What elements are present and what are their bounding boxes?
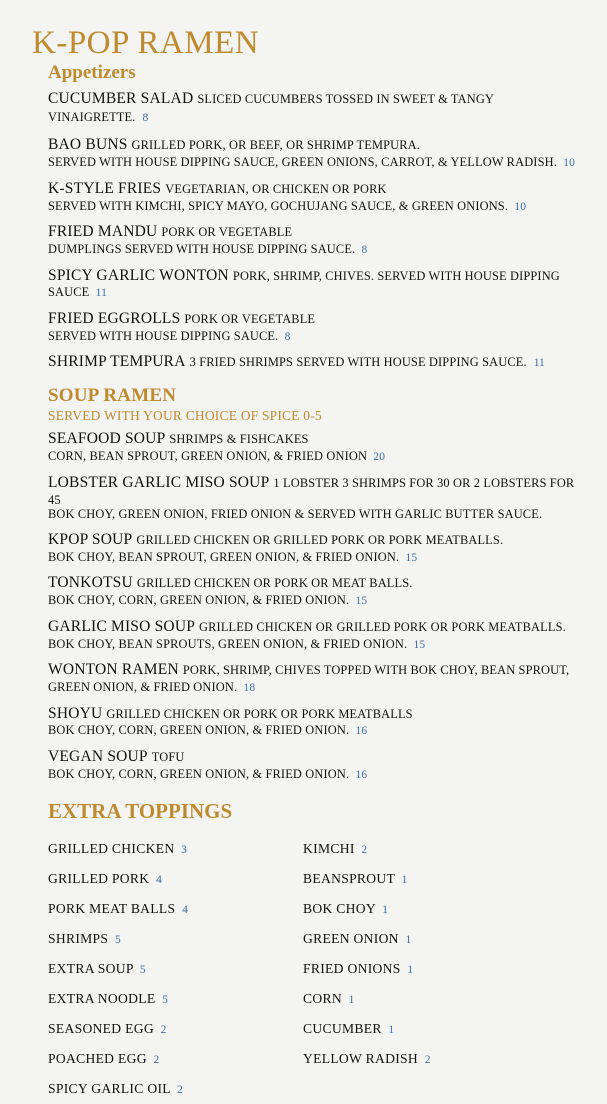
menu-item[interactable] xyxy=(48,574,583,608)
topping-item[interactable] xyxy=(48,864,293,894)
item-description: PORK OR VEGETABLE xyxy=(161,225,293,240)
menu-item[interactable] xyxy=(48,618,583,652)
extra-toppings-grid xyxy=(48,834,583,1104)
item-description: PORK, SHRIMP, CHIVES TOPPED WITH BOK CHOY, BEAN SPROUT, xyxy=(182,663,570,678)
topping-item[interactable] xyxy=(303,1014,583,1044)
item-description: PORK OR VEGETABLE xyxy=(184,312,316,327)
topping-item[interactable] xyxy=(48,1014,293,1044)
menu-item[interactable] xyxy=(48,267,583,301)
topping-name: GRILLED PORK xyxy=(48,870,150,886)
item-description: SHRIMPS & FISHCAKES xyxy=(169,432,309,447)
item-name: KPOP SOUP xyxy=(48,530,133,548)
item-description: GRILLED CHICKEN OR PORK OR PORK MEATBALLS xyxy=(106,706,413,721)
menu-item[interactable] xyxy=(48,705,583,739)
item-description-line2: CORN, BEAN SPROUT, GREEN ONION, & FRIED ONION 20 xyxy=(48,449,386,464)
item-description: 3 FRIED SHRIMPS SERVED WITH HOUSE DIPPING SAUCE. xyxy=(189,355,527,370)
menu-item[interactable] xyxy=(48,90,583,128)
topping-item[interactable] xyxy=(303,924,583,954)
topping-item[interactable] xyxy=(303,984,583,1014)
item-price: 15 xyxy=(355,595,368,608)
item-price: 10 xyxy=(514,200,527,213)
topping-price: 2 xyxy=(153,1053,160,1066)
topping-price: 2 xyxy=(177,1083,184,1096)
topping-item[interactable] xyxy=(303,1044,583,1074)
section-subtitle-soup-ramen: SERVED WITH YOUR CHOICE OF SPICE 0-5 xyxy=(48,408,322,424)
item-description-line2: SERVED WITH HOUSE DIPPING SAUCE. 8 xyxy=(48,328,291,343)
topping-price: 2 xyxy=(160,1023,167,1036)
topping-item[interactable] xyxy=(48,924,293,954)
item-description: GRILLED CHICKEN OR PORK OR MEAT BALLS. xyxy=(136,576,413,591)
item-price: 11 xyxy=(533,357,545,370)
item-price: 8 xyxy=(284,330,291,343)
menu-item[interactable] xyxy=(48,661,583,695)
topping-name: CUCUMBER xyxy=(303,1020,382,1036)
menu-item[interactable] xyxy=(48,474,583,522)
topping-price: 2 xyxy=(361,843,368,856)
menu-item[interactable] xyxy=(48,180,583,214)
appetizer-list xyxy=(48,90,583,373)
topping-name: EXTRA SOUP xyxy=(48,960,134,976)
item-name: SPICY GARLIC WONTON xyxy=(48,266,229,284)
topping-item[interactable] xyxy=(303,894,583,924)
item-price: 18 xyxy=(243,681,256,694)
topping-price: 1 xyxy=(382,903,389,916)
item-price: 16 xyxy=(355,725,368,738)
item-name: FRIED EGGROLLS xyxy=(48,310,181,328)
topping-price: 1 xyxy=(405,933,412,946)
item-name: CUCUMBER SALAD xyxy=(48,89,194,107)
item-name: FRIED MANDU xyxy=(48,223,158,241)
topping-price: 1 xyxy=(401,873,408,886)
item-description: TOFU xyxy=(151,749,185,764)
item-name: WONTON RAMEN xyxy=(48,661,179,679)
topping-name: SEASONED EGG xyxy=(48,1020,154,1036)
item-name: GARLIC MISO SOUP xyxy=(48,617,196,635)
topping-name: PORK MEAT BALLS xyxy=(48,900,176,916)
item-price: 16 xyxy=(355,768,368,781)
topping-name: BEANSPROUT xyxy=(303,870,395,886)
topping-price: 4 xyxy=(156,873,163,886)
topping-name: CORN xyxy=(303,990,342,1006)
topping-price: 5 xyxy=(114,933,122,946)
topping-name: FRIED ONIONS xyxy=(303,960,401,976)
topping-name: POACHED EGG xyxy=(48,1050,147,1066)
topping-price: 1 xyxy=(388,1023,395,1036)
topping-item[interactable] xyxy=(303,864,583,894)
item-name: K-STYLE FRIES xyxy=(48,179,162,197)
topping-item[interactable] xyxy=(48,1074,293,1104)
topping-name: SHRIMPS xyxy=(48,930,109,946)
topping-price: 5 xyxy=(162,993,169,1006)
topping-name: EXTRA NOODLE xyxy=(48,990,156,1006)
topping-price: 5 xyxy=(139,963,146,976)
menu-item[interactable] xyxy=(48,748,583,782)
menu-item[interactable] xyxy=(48,136,583,170)
topping-name: GREEN ONION xyxy=(303,930,399,946)
topping-name: KIMCHI xyxy=(303,840,355,856)
item-name: TONKOTSU xyxy=(48,574,133,592)
item-name: SEAFOOD SOUP xyxy=(48,430,166,448)
item-description: GRILLED CHICKEN OR GRILLED PORK OR PORK MEATBALLS. xyxy=(136,532,504,547)
item-description-line3: BOK CHOY, GREEN ONION, FRIED ONION & SERVED WITH GARLIC BUTTER SAUCE. xyxy=(48,507,543,522)
item-name: VEGAN SOUP xyxy=(48,747,148,765)
item-description-line2: 45 xyxy=(48,492,61,507)
item-name: LOBSTER GARLIC MISO SOUP xyxy=(48,473,270,491)
topping-item[interactable] xyxy=(303,954,583,984)
topping-item[interactable] xyxy=(48,1044,293,1074)
item-price: 20 xyxy=(373,451,386,464)
item-price: 8 xyxy=(361,244,368,257)
topping-item-empty xyxy=(303,1074,583,1104)
item-description: GRILLED PORK, OR BEEF, OR SHRIMP TEMPURA. xyxy=(131,138,421,153)
item-price: 8 xyxy=(142,112,149,125)
item-description-line2: SERVED WITH KIMCHI, SPICY MAYO, GOCHUJANG SAUCE, & GREEN ONIONS. 10 xyxy=(48,198,527,213)
menu-item[interactable] xyxy=(48,353,583,372)
topping-price: 1 xyxy=(407,963,414,976)
topping-price: 4 xyxy=(182,903,189,916)
menu-item[interactable] xyxy=(48,430,583,464)
page-title: K-POP RAMEN xyxy=(32,25,260,61)
item-description: GRILLED CHICKEN OR GRILLED PORK OR PORK MEATBALLS. xyxy=(199,619,566,634)
item-description-line2: BOK CHOY, BEAN SPROUT, GREEN ONION, & FRIED ONION. 15 xyxy=(48,549,418,564)
item-description-line2: BOK CHOY, CORN, GREEN ONION, & FRIED ONION. 15 xyxy=(48,593,368,608)
menu-item[interactable] xyxy=(48,531,583,565)
item-description-line2: BOK CHOY, CORN, GREEN ONION, & FRIED ONION. 16 xyxy=(48,766,368,781)
item-price: 15 xyxy=(405,551,418,564)
section-title-extra-toppings: EXTRA TOPPINGS xyxy=(48,799,233,824)
item-description: 1 LOBSTER 3 SHRIMPS FOR 30 OR 2 LOBSTERS FOR xyxy=(273,475,575,490)
item-description-line2: BOK CHOY, BEAN SPROUTS, GREEN ONION, & FRIED ONION. 15 xyxy=(48,636,426,651)
item-price: 15 xyxy=(413,638,426,651)
item-description-line2: BOK CHOY, CORN, GREEN ONION, & FRIED ONION. 16 xyxy=(48,723,368,738)
topping-item[interactable] xyxy=(48,894,293,924)
item-description-line2: SERVED WITH HOUSE DIPPING SAUCE, GREEN ONIONS, CARROT, & YELLOW RADISH. 10 xyxy=(48,155,576,170)
item-description-line2: GREEN ONION, & FRIED ONION. 18 xyxy=(48,679,256,694)
topping-item[interactable] xyxy=(303,834,583,864)
menu-item[interactable] xyxy=(48,310,583,344)
topping-item[interactable] xyxy=(48,834,293,864)
section-title-soup-ramen: SOUP RAMEN xyxy=(48,385,177,407)
item-name: BAO BUNS xyxy=(48,136,128,154)
item-description-line2: SAUCE 11 xyxy=(48,285,107,300)
topping-name: BOK CHOY xyxy=(303,900,376,916)
menu-item[interactable] xyxy=(48,223,583,257)
section-title-appetizers: Appetizers xyxy=(48,61,136,83)
item-price: 11 xyxy=(95,287,107,300)
item-name: SHRIMP TEMPURA xyxy=(48,353,186,371)
topping-name: SPICY GARLIC OIL xyxy=(48,1080,171,1096)
item-description-line2: DUMPLINGS SERVED WITH HOUSE DIPPING SAUCE. 8 xyxy=(48,242,368,257)
topping-name: GRILLED CHICKEN xyxy=(48,840,175,856)
item-description: SLICED CUCUMBERS TOSSED IN SWEET & TANGY VINAIGRETTE. xyxy=(48,91,494,125)
topping-price: 3 xyxy=(181,843,188,856)
soup-ramen-list xyxy=(48,430,583,782)
topping-item[interactable] xyxy=(48,954,293,984)
topping-item[interactable] xyxy=(48,984,293,1014)
item-name: SHOYU xyxy=(48,704,103,722)
item-price: 10 xyxy=(563,157,576,170)
topping-name: YELLOW RADISH xyxy=(303,1050,419,1066)
topping-price: 1 xyxy=(348,993,355,1006)
item-description: VEGETARIAN, OR CHICKEN OR PORK xyxy=(165,181,387,196)
item-description: PORK, SHRIMP, CHIVES. SERVED WITH HOUSE DIPPING xyxy=(232,268,560,283)
topping-price: 2 xyxy=(424,1053,431,1066)
